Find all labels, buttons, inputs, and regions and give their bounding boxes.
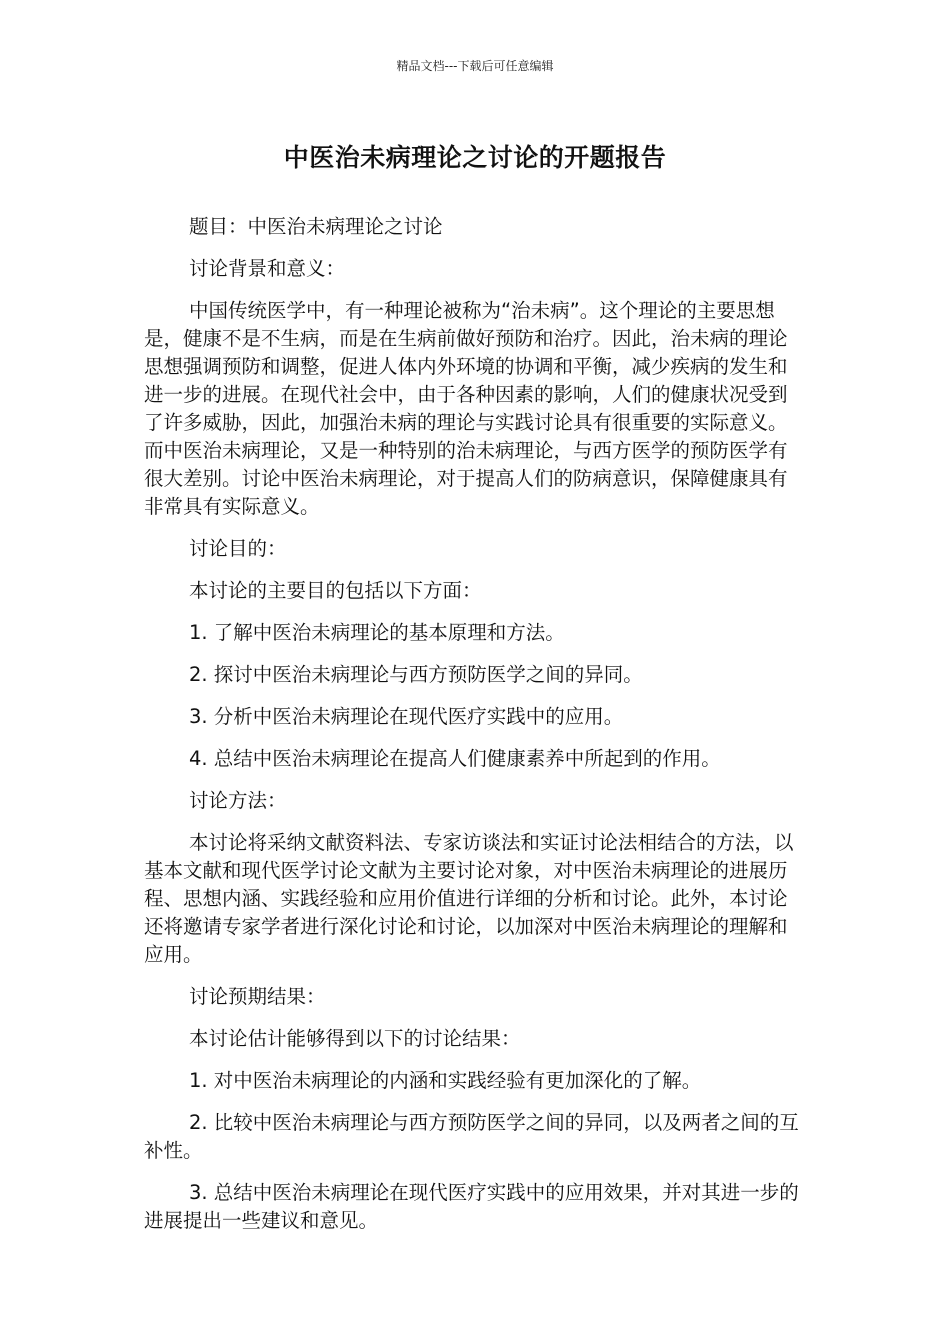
results-item-3: 3. 总结中医治未病理论在现代医疗实践中的应用效果，并对其进一步的进展提出一些建议和意见。 [144,1181,799,1232]
document-body [144,213,800,1249]
section-heading-purpose: 讨论目的： [189,537,287,560]
purpose-item-2: 2. 探讨中医治未病理论与西方预防医学之间的异同。 [189,663,643,686]
section-heading-results: 讨论预期结果： [189,985,326,1008]
results-item-1: 1. 对中医治未病理论的内涵和实践经验有更加深化的了解。 [189,1069,702,1092]
results-intro: 本讨论估计能够得到以下的讨论结果： [189,1027,521,1050]
header-note: 精品文档---下载后可任意编辑 [396,59,554,73]
method-paragraph: 本讨论将采纳文献资料法、专家访谈法和实证讨论法相结合的方法，以基本文献和现代医学讨论文献为主要讨论对象，对中医治未病理论的进展历程、思想内涵、实践经验和应用价值进行详细的分析和讨论。此外，本讨论还将邀请专家学者进行深化讨论和讨论，以加深对中医治未病理论的理解和应用。 [144,831,794,966]
results-item-2: 2. 比较中医治未病理论与西方预防医学之间的异同，以及两者之间的互补性。 [144,1111,799,1162]
document-title: 中医治未病理论之讨论的开题报告 [283,143,667,172]
purpose-item-3: 3. 分析中医治未病理论在现代医疗实践中的应用。 [189,705,624,728]
section-heading-background: 讨论背景和意义： [189,257,346,280]
purpose-item-4: 4. 总结中医治未病理论在提高人们健康素养中所起到的作用。 [189,747,721,770]
section-heading-method: 讨论方法： [189,789,287,812]
purpose-intro: 本讨论的主要目的包括以下方面： [189,579,482,602]
background-paragraph: 中国传统医学中，有一种理论被称为“治未病”。这个理论的主要思想是，健康不是不生病，而是在生病前做好预防和治疗。因此，治未病的理论思想强调预防和调整，促进人体内外环境的协调和平衡，减少疾病的发生和进一步的进展。在现代社会中，由于各种因素的影响，人们的健康状况受到了许多威胁，因此，加强治未病的理论与实践讨论具有很重要的实际意义。而中医治未病理论，又是一种特别的治未病理论，与西方医学的预防医学有很大差别。讨论中医治未病理论，对于提高人们的防病意识，保障健康具有非常具有实际意义。 [144,299,788,518]
purpose-item-1: 1. 了解中医治未病理论的基本原理和方法。 [189,621,565,644]
topic-line: 题目：中医治未病理论之讨论 [189,215,443,238]
